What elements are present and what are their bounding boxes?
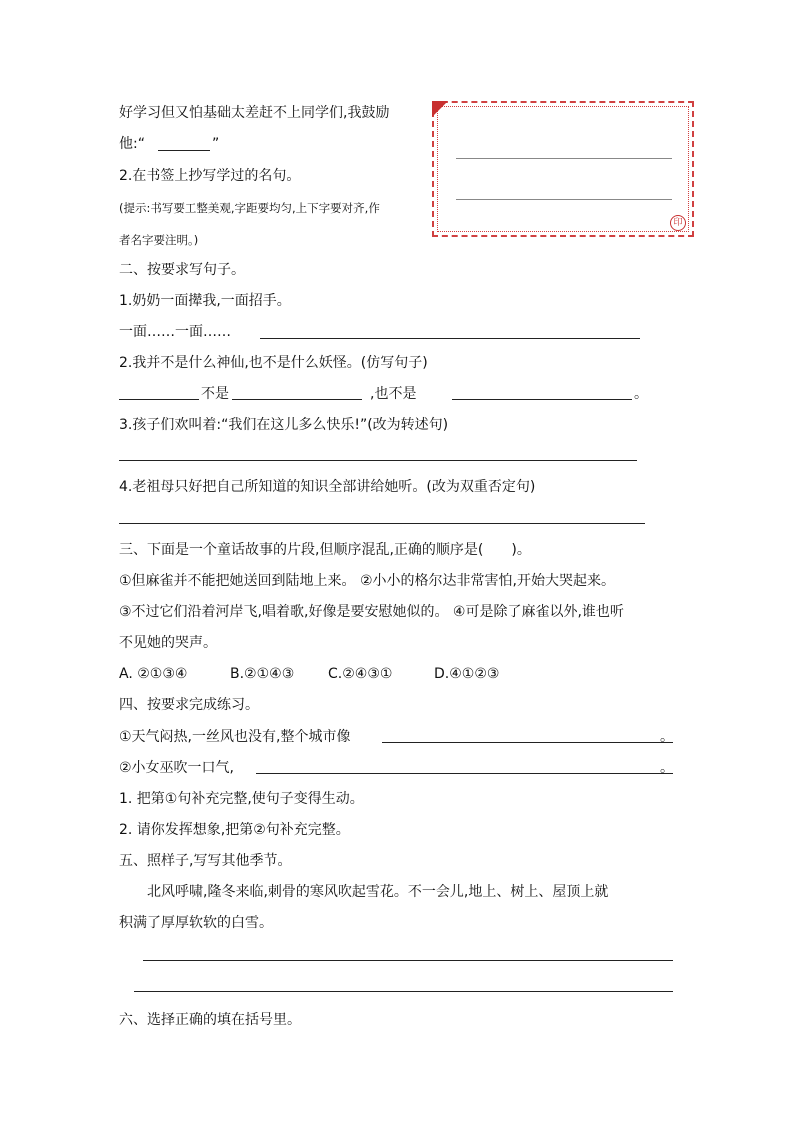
answer-blank[interactable] bbox=[119, 399, 199, 400]
question-prompt: ,也不是 bbox=[370, 386, 417, 402]
answer-line[interactable] bbox=[134, 991, 673, 992]
section-title: 五、照样子,写写其他季节。 bbox=[119, 853, 292, 869]
answer-line[interactable] bbox=[143, 960, 673, 961]
section-title: 四、按要求完成练习。 bbox=[119, 697, 259, 713]
story-line: ③不过它们沿着河岸飞,唱着歌,好像是要安慰她似的。 ④可是除了麻雀以外,谁也听 bbox=[119, 604, 624, 620]
punctuation: 。 bbox=[634, 386, 648, 402]
section-title: 三、下面是一个童话故事的片段,但顺序混乱,正确的顺序是( )。 bbox=[119, 542, 531, 558]
task-text: 2. 请你发挥想象,把第②句补充完整。 bbox=[119, 822, 350, 838]
hint-text: (提示:书写要工整美观,字距要均匀,上下字要对齐,作 bbox=[119, 201, 380, 215]
stamp-icon: 印 bbox=[670, 215, 686, 231]
question-text: 3.孩子们欢叫着:“我们在这儿多么快乐!”(改为转述句) bbox=[119, 417, 449, 433]
bookmark-writing-line[interactable] bbox=[456, 199, 672, 200]
answer-line[interactable] bbox=[260, 338, 640, 339]
text-line: 好学习但又怕基础太差赶不上同学们,我鼓励 bbox=[119, 105, 390, 121]
option-d[interactable]: D.④①②③ bbox=[434, 666, 500, 682]
question-text: 2.在书签上抄写学过的名句。 bbox=[119, 168, 301, 184]
punctuation: 。 bbox=[660, 760, 674, 776]
question-text: 2.我并不是什么神仙,也不是什么妖怪。(仿写句子) bbox=[119, 355, 428, 371]
story-line: 不见她的哭声。 bbox=[119, 635, 217, 651]
answer-blank[interactable] bbox=[256, 773, 673, 774]
question-prompt: 一面……一面…… bbox=[119, 324, 231, 340]
answer-blank[interactable] bbox=[382, 742, 673, 743]
sentence-1: ①天气闷热,一丝风也没有,整个城市像 bbox=[119, 729, 351, 745]
text-line: 他:“ bbox=[119, 136, 145, 152]
text-line: ” bbox=[212, 136, 220, 152]
bookmark-inner-border bbox=[437, 106, 689, 232]
question-text: 4.老祖母只好把自己所知道的知识全部讲给她听。(改为双重否定句) bbox=[119, 479, 536, 495]
answer-line[interactable] bbox=[119, 460, 637, 461]
bookmark-box bbox=[432, 101, 694, 237]
question-prompt: 不是 bbox=[201, 386, 229, 402]
answer-blank[interactable] bbox=[232, 399, 362, 400]
section-title: 六、选择正确的填在括号里。 bbox=[119, 1012, 301, 1028]
story-line: ①但麻雀并不能把她送回到陆地上来。 ②小小的格尔达非常害怕,开始大哭起来。 bbox=[119, 573, 615, 589]
answer-blank[interactable] bbox=[158, 150, 210, 151]
option-b[interactable]: B.②①④③ bbox=[230, 666, 295, 682]
example-paragraph: 北风呼啸,隆冬来临,刺骨的寒风吹起雪花。不一会儿,地上、树上、屋顶上就 bbox=[147, 884, 609, 900]
option-a[interactable]: A. ②①③④ bbox=[119, 666, 188, 682]
example-paragraph: 积满了厚厚软软的白雪。 bbox=[119, 915, 273, 931]
punctuation: 。 bbox=[660, 729, 674, 745]
option-c[interactable]: C.②④③① bbox=[328, 666, 393, 682]
sentence-2: ②小女巫吹一口气, bbox=[119, 760, 235, 776]
answer-line[interactable] bbox=[119, 523, 645, 524]
bookmark-corner bbox=[432, 101, 448, 117]
hint-text: 者名字要注明。) bbox=[119, 233, 199, 247]
answer-blank[interactable] bbox=[452, 399, 632, 400]
bookmark-writing-line[interactable] bbox=[456, 158, 672, 159]
question-text: 1.奶奶一面撵我,一面招手。 bbox=[119, 293, 291, 309]
task-text: 1. 把第①句补充完整,使句子变得生动。 bbox=[119, 791, 364, 807]
section-title: 二、按要求写句子。 bbox=[119, 262, 245, 278]
